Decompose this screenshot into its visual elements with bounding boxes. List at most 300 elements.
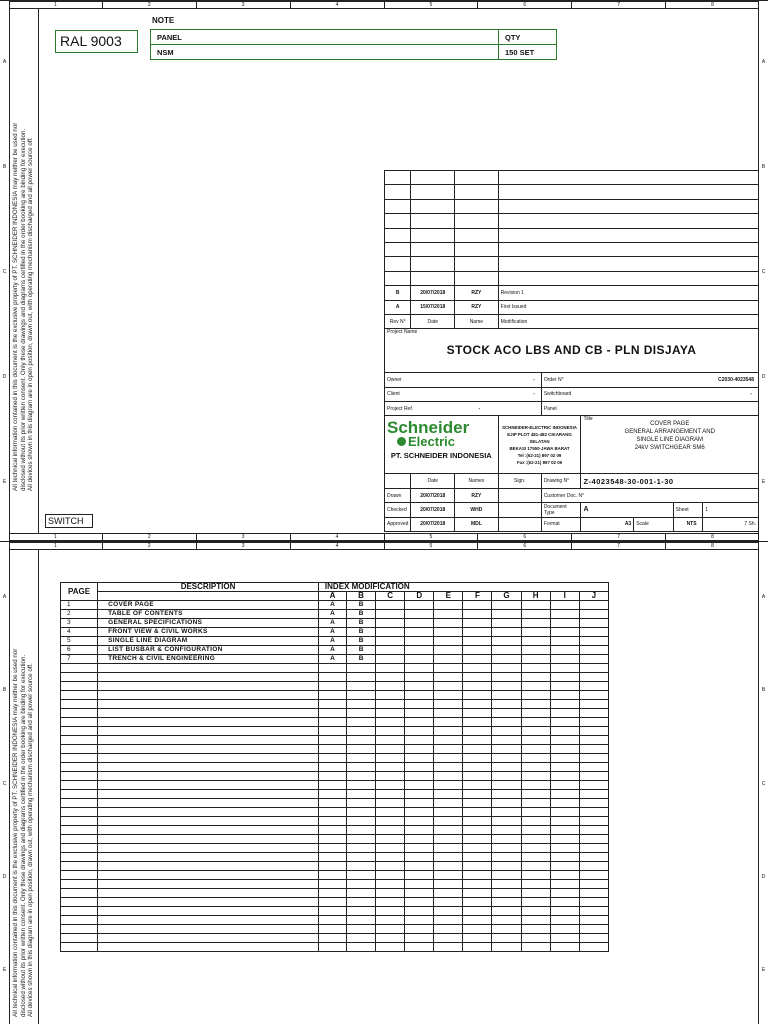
table-row: [61, 817, 609, 826]
empty-cell: [579, 709, 608, 718]
table-row: [61, 907, 609, 916]
doctype-value: A: [581, 503, 673, 517]
empty-cell: [550, 826, 579, 835]
table-row: [61, 601, 609, 610]
approved-date: 20/07/2018: [411, 517, 455, 531]
title-line: SINGLE LINE DIAGRAM: [636, 437, 704, 444]
column-number: 8: [711, 543, 714, 549]
qty-value: 150 SET: [499, 45, 557, 60]
empty-cell: [579, 817, 608, 826]
empty-cell: [521, 664, 550, 673]
column-number: 4: [291, 2, 385, 8]
table-row: [61, 853, 609, 862]
empty-cell: [61, 817, 98, 826]
page-description: GENERAL SPECIFICATIONS: [98, 619, 319, 628]
empty-cell: [405, 736, 434, 745]
empty-cell: [318, 925, 346, 934]
mod-cell: [521, 628, 550, 637]
empty-cell: [318, 763, 346, 772]
empty-cell: [318, 772, 346, 781]
empty-cell: [463, 727, 492, 736]
table-row: [61, 916, 609, 925]
row-letter: C: [2, 269, 7, 275]
empty-cell: [492, 889, 521, 898]
empty-cell: [521, 862, 550, 871]
empty-cell: [579, 682, 608, 691]
empty-cell: [61, 826, 98, 835]
empty-cell: [463, 817, 492, 826]
empty-cell: [463, 826, 492, 835]
empty-cell: [550, 718, 579, 727]
row-letter: B: [761, 687, 766, 693]
empty-cell: [98, 898, 319, 907]
mod-cell: [579, 637, 608, 646]
empty-cell: [347, 916, 376, 925]
empty-cell: [550, 700, 579, 709]
empty-cell: [579, 673, 608, 682]
checked-name: WHD: [455, 503, 499, 517]
empty-cell: [376, 772, 405, 781]
table-row: [61, 628, 609, 637]
rev-header-no: Rev N°: [385, 314, 411, 328]
page-number: 2: [61, 610, 98, 619]
empty-cell: [405, 781, 434, 790]
mod-cell: [434, 619, 463, 628]
mod-b: B: [347, 601, 376, 610]
mod-cell: [463, 628, 492, 637]
empty-cell: [579, 664, 608, 673]
column-number: 5: [385, 534, 479, 540]
table-row: [61, 673, 609, 682]
empty-cell: [434, 718, 463, 727]
empty-cell: [405, 727, 434, 736]
empty-cell: [550, 799, 579, 808]
empty-cell: [463, 790, 492, 799]
empty-cell: [434, 871, 463, 880]
empty-cell: [434, 772, 463, 781]
mod-cell: [405, 610, 434, 619]
empty-cell: [405, 898, 434, 907]
mod-col-header: B: [347, 592, 376, 601]
empty-cell: [318, 673, 346, 682]
empty-cell: [98, 727, 319, 736]
empty-cell: [98, 835, 319, 844]
empty-cell: [463, 880, 492, 889]
page-number: 5: [61, 637, 98, 646]
empty-cell: [347, 925, 376, 934]
empty-cell: [98, 817, 319, 826]
empty-cell: [405, 916, 434, 925]
mod-b: B: [347, 646, 376, 655]
empty-cell: [550, 682, 579, 691]
column-number: 1: [9, 543, 103, 549]
title-cell: [581, 416, 759, 474]
empty-cell: [376, 682, 405, 691]
empty-cell: [61, 736, 98, 745]
sheet-label: Sheet: [673, 503, 703, 517]
ral-color-label: RAL 9003: [55, 30, 138, 53]
sheet-value: 1: [703, 503, 759, 517]
empty-cell: [434, 835, 463, 844]
table-row: [61, 727, 609, 736]
mod-a: A: [318, 628, 346, 637]
empty-cell: [98, 790, 319, 799]
electric-icon: [397, 437, 406, 446]
mod-cell: [550, 655, 579, 664]
empty-cell: [347, 862, 376, 871]
empty-cell: [318, 664, 346, 673]
page-number: 1: [61, 601, 98, 610]
table-row: [61, 835, 609, 844]
empty-cell: [318, 835, 346, 844]
mod-cell: [405, 637, 434, 646]
mod-cell: [463, 619, 492, 628]
table-row: [61, 871, 609, 880]
table-row: [61, 610, 609, 619]
mod-cell: [521, 646, 550, 655]
panel-header: PANEL: [151, 30, 499, 45]
rev-date: 15/07/2018: [411, 300, 455, 314]
mod-cell: [492, 655, 521, 664]
empty-cell: [492, 718, 521, 727]
empty-cell: [376, 799, 405, 808]
empty-cell: [579, 691, 608, 700]
empty-cell: [550, 808, 579, 817]
empty-cell: [98, 673, 319, 682]
table-row: [61, 745, 609, 754]
column-number: 5: [385, 2, 479, 8]
approved-label: Approved: [385, 517, 411, 531]
empty-cell: [61, 880, 98, 889]
empty-cell: [376, 745, 405, 754]
column-number: 8: [711, 2, 714, 8]
table-row: [61, 799, 609, 808]
table-row: [61, 718, 609, 727]
empty-cell: [463, 754, 492, 763]
empty-cell: [521, 817, 550, 826]
mod-cell: [492, 619, 521, 628]
empty-cell: [98, 736, 319, 745]
empty-cell: [347, 907, 376, 916]
column-number: 1: [9, 534, 103, 540]
table-row: [61, 808, 609, 817]
table-row: [61, 655, 609, 664]
column-number: 8: [711, 534, 714, 540]
page-description: TRENCH & CIVIL ENGINEERING: [98, 655, 319, 664]
empty-cell: [521, 691, 550, 700]
checked-label: Checked: [385, 503, 411, 517]
row-letter: A: [2, 594, 7, 600]
empty-cell: [492, 754, 521, 763]
revision-row: [385, 286, 759, 300]
empty-cell: [463, 745, 492, 754]
page-header: PAGE: [61, 583, 98, 601]
empty-cell: [521, 808, 550, 817]
empty-cell: [463, 835, 492, 844]
row-letter: C: [761, 781, 766, 787]
row-letter: E: [2, 967, 7, 973]
mod-cell: [405, 619, 434, 628]
page-description: FRONT VIEW & CIVIL WORKS: [98, 628, 319, 637]
drawing-title: [583, 420, 756, 452]
address-line: BEKASI 17550-JAWA BARAT: [509, 445, 570, 451]
empty-cell: [550, 934, 579, 943]
empty-cell: [405, 808, 434, 817]
empty-cell: [579, 718, 608, 727]
empty-cell: [463, 709, 492, 718]
empty-cell: [376, 844, 405, 853]
mod-col-header: F: [463, 592, 492, 601]
address-cell: [498, 416, 581, 474]
mod-cell: [434, 646, 463, 655]
drawn-date: 20/07/2018: [411, 488, 455, 502]
checked-date: 20/07/2018: [411, 503, 455, 517]
column-number: 3: [197, 543, 291, 549]
empty-cell: [405, 853, 434, 862]
empty-cell: [550, 898, 579, 907]
mod-cell: [434, 628, 463, 637]
revision-row: [385, 300, 759, 314]
logo-name: Schneider: [387, 418, 470, 438]
mod-cell: [550, 628, 579, 637]
company-name: PT. SCHNEIDER INDONESIA: [390, 451, 492, 461]
mod-cell: [492, 637, 521, 646]
table-row: [61, 772, 609, 781]
empty-cell: [376, 727, 405, 736]
scale-value: NTS: [686, 521, 697, 528]
empty-cell: [376, 673, 405, 682]
empty-cell: [405, 907, 434, 916]
empty-cell: [550, 754, 579, 763]
empty-cell: [318, 799, 346, 808]
mod-a: A: [318, 619, 346, 628]
empty-cell: [579, 889, 608, 898]
empty-cell: [405, 745, 434, 754]
mod-cell: [376, 601, 405, 610]
column-ruler-top: [9, 542, 759, 550]
empty-cell: [521, 790, 550, 799]
empty-cell: [521, 934, 550, 943]
empty-cell: [492, 799, 521, 808]
table-row: [61, 781, 609, 790]
empty-cell: [376, 835, 405, 844]
empty-cell: [550, 673, 579, 682]
empty-cell: [550, 880, 579, 889]
mod-cell: [463, 637, 492, 646]
empty-cell: [347, 853, 376, 862]
empty-cell: [376, 736, 405, 745]
row-letter: D: [761, 874, 766, 880]
empty-cell: [347, 691, 376, 700]
mod-cell: [463, 601, 492, 610]
empty-cell: [492, 772, 521, 781]
table-row: [61, 889, 609, 898]
empty-cell: [98, 745, 319, 754]
empty-cell: [61, 718, 98, 727]
note-title: NOTE: [152, 16, 175, 25]
address-line: Tel :(62-21) 897 02 09: [517, 452, 562, 458]
rev-header-date: Date: [411, 314, 455, 328]
empty-cell: [61, 835, 98, 844]
empty-cell: [405, 844, 434, 853]
page-description: COVER PAGE: [98, 601, 319, 610]
empty-cell: [61, 781, 98, 790]
table-row: [61, 898, 609, 907]
empty-cell: [579, 844, 608, 853]
row-letter: B: [761, 164, 766, 170]
empty-cell: [376, 664, 405, 673]
empty-cell: [521, 754, 550, 763]
empty-cell: [347, 727, 376, 736]
empty-cell: [61, 799, 98, 808]
mod-cell: [550, 619, 579, 628]
page-description: LIST BUSBAR & CONFIGURATION: [98, 646, 319, 655]
empty-cell: [434, 709, 463, 718]
mod-b: B: [347, 610, 376, 619]
empty-cell: [318, 781, 346, 790]
empty-cell: [405, 763, 434, 772]
empty-cell: [98, 691, 319, 700]
empty-cell: [347, 898, 376, 907]
empty-cell: [347, 781, 376, 790]
doctype-label: Document Type: [541, 503, 581, 517]
empty-cell: [61, 808, 98, 817]
empty-cell: [405, 700, 434, 709]
empty-cell: [550, 862, 579, 871]
empty-cell: [434, 880, 463, 889]
disclaimer-text: All technical information contained in this document is the exclusive property of PT. SCHNEIDER INDONESIA may neither be used nor disclosed without its prior written consent. Only these drawings and diagrams certified in the order booking are binding for execution. All devices shown in this diagram are in open position, drawn out, with operating mechanism discharged and all power source off.: [12, 122, 34, 491]
empty-cell: [98, 682, 319, 691]
empty-cell: [347, 745, 376, 754]
title-block: [384, 170, 759, 532]
rev-name: RZY: [455, 286, 499, 300]
empty-cell: [347, 835, 376, 844]
rev-mod: Revision 1: [498, 286, 758, 300]
mod-col-header: G: [492, 592, 521, 601]
empty-cell: [521, 763, 550, 772]
empty-cell: [521, 916, 550, 925]
empty-cell: [98, 934, 319, 943]
empty-cell: [463, 934, 492, 943]
owner-value: -: [533, 376, 535, 383]
empty-cell: [550, 925, 579, 934]
mod-a: A: [318, 637, 346, 646]
empty-cell: [405, 799, 434, 808]
empty-cell: [98, 772, 319, 781]
empty-cell: [61, 709, 98, 718]
row-letter: E: [761, 479, 766, 485]
table-row: [61, 619, 609, 628]
sheets-total: 7 Sh.: [703, 517, 759, 531]
empty-cell: [550, 844, 579, 853]
switchboard-label: Switchboard: [543, 391, 572, 398]
empty-cell: [463, 916, 492, 925]
empty-cell: [492, 727, 521, 736]
empty-cell: [579, 745, 608, 754]
mod-cell: [521, 601, 550, 610]
empty-cell: [376, 943, 405, 952]
empty-cell: [550, 916, 579, 925]
table-row: [61, 691, 609, 700]
mod-cell: [434, 601, 463, 610]
empty-cell: [318, 916, 346, 925]
drawn-label: Drawn: [385, 488, 411, 502]
empty-cell: [521, 745, 550, 754]
empty-cell: [492, 781, 521, 790]
empty-cell: [347, 880, 376, 889]
empty-cell: [61, 853, 98, 862]
order-cell: [541, 373, 758, 387]
mod-cell: [579, 619, 608, 628]
empty-cell: [579, 853, 608, 862]
table-row: [61, 844, 609, 853]
column-number: 2: [103, 543, 197, 549]
empty-cell: [463, 943, 492, 952]
empty-cell: [318, 844, 346, 853]
empty-cell: [318, 934, 346, 943]
rev-name: RZY: [455, 300, 499, 314]
row-letter: B: [2, 164, 7, 170]
mod-col-header: H: [521, 592, 550, 601]
empty-cell: [318, 889, 346, 898]
owner-cell: [385, 373, 542, 387]
approved-name: MDL: [455, 517, 499, 531]
empty-cell: [463, 673, 492, 682]
empty-cell: [550, 907, 579, 916]
empty-cell: [318, 898, 346, 907]
empty-cell: [318, 943, 346, 952]
empty-cell: [550, 691, 579, 700]
empty-cell: [521, 943, 550, 952]
projref-label: Project Ref.: [387, 405, 414, 412]
empty-cell: [521, 727, 550, 736]
empty-cell: [318, 880, 346, 889]
logo-cell: [385, 416, 499, 474]
empty-cell: [405, 682, 434, 691]
row-letter: D: [761, 374, 766, 380]
empty-cell: [463, 853, 492, 862]
empty-cell: [492, 907, 521, 916]
rev-header-mod: Modification: [498, 314, 758, 328]
empty-cell: [550, 889, 579, 898]
empty-cell: [434, 898, 463, 907]
empty-cell: [405, 772, 434, 781]
table-row: [61, 646, 609, 655]
mod-cell: [579, 610, 608, 619]
mod-col-header: E: [434, 592, 463, 601]
empty-cell: [98, 943, 319, 952]
empty-cell: [579, 763, 608, 772]
empty-cell: [492, 700, 521, 709]
empty-cell: [434, 754, 463, 763]
table-row: [61, 943, 609, 952]
empty-cell: [579, 700, 608, 709]
empty-cell: [347, 826, 376, 835]
panel-label: Panel: [543, 405, 557, 412]
column-number: 6: [478, 534, 572, 540]
empty-cell: [61, 772, 98, 781]
mod-cell: [492, 628, 521, 637]
table-row: [61, 709, 609, 718]
mod-cell: [376, 628, 405, 637]
empty-cell: [347, 943, 376, 952]
empty-cell: [98, 907, 319, 916]
mod-cell: [579, 646, 608, 655]
empty-cell: [463, 718, 492, 727]
format-value: A3: [581, 517, 634, 531]
empty-cell: [376, 934, 405, 943]
empty-cell: [98, 799, 319, 808]
